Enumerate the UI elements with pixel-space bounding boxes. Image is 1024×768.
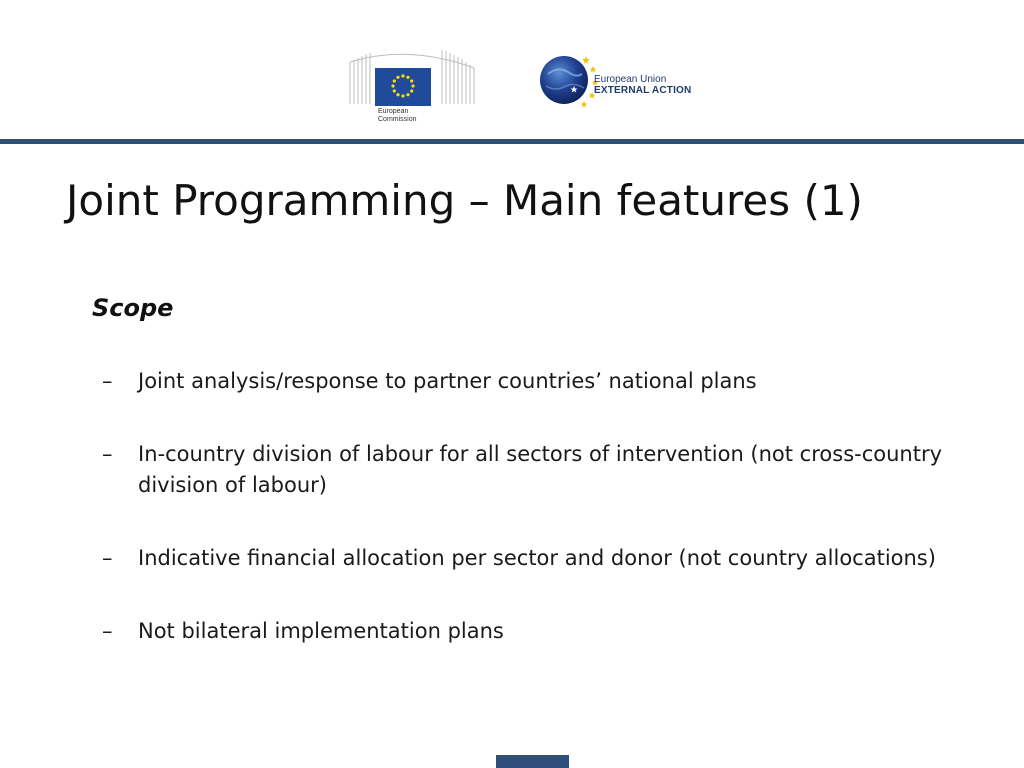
eeas-wordmark: [594, 74, 691, 97]
dash-bullet-icon: –: [102, 619, 113, 643]
bullet-item: [102, 366, 982, 397]
bullet-item: [102, 616, 982, 647]
bullet-list: [102, 366, 982, 689]
eeas-line2: EXTERNAL ACTION: [594, 85, 692, 96]
header-divider: [0, 139, 1024, 144]
logo-bar: [0, 0, 1024, 140]
eu-external-action-logo: [538, 52, 738, 112]
ec-caption-line1: European: [378, 108, 409, 115]
dash-bullet-icon: –: [102, 442, 113, 466]
dash-bullet-icon: –: [102, 369, 113, 393]
bullet-text: Indicative financial allocation per sector and donor (not country allocations): [138, 546, 936, 570]
dash-bullet-icon: –: [102, 546, 113, 570]
bullet-text: In-country division of labour for all sectors of intervention (not cross-country division of labour): [138, 442, 943, 497]
ec-caption-line2: Commission: [378, 116, 417, 123]
ec-caption: [378, 108, 417, 124]
slide-title: Joint Programming – Main features (1): [66, 176, 863, 225]
section-heading: Scope: [92, 294, 174, 322]
footer-tab: [496, 755, 569, 768]
globe-stars-icon: [538, 52, 598, 112]
bullet-text: Not bilateral implementation plans: [138, 619, 504, 643]
bullet-item: [102, 543, 982, 574]
european-commission-logo: [348, 44, 478, 130]
eeas-line1: European Union: [594, 74, 667, 85]
bullet-item: [102, 439, 982, 501]
bullet-text: Joint analysis/response to partner countries’ national plans: [138, 369, 757, 393]
